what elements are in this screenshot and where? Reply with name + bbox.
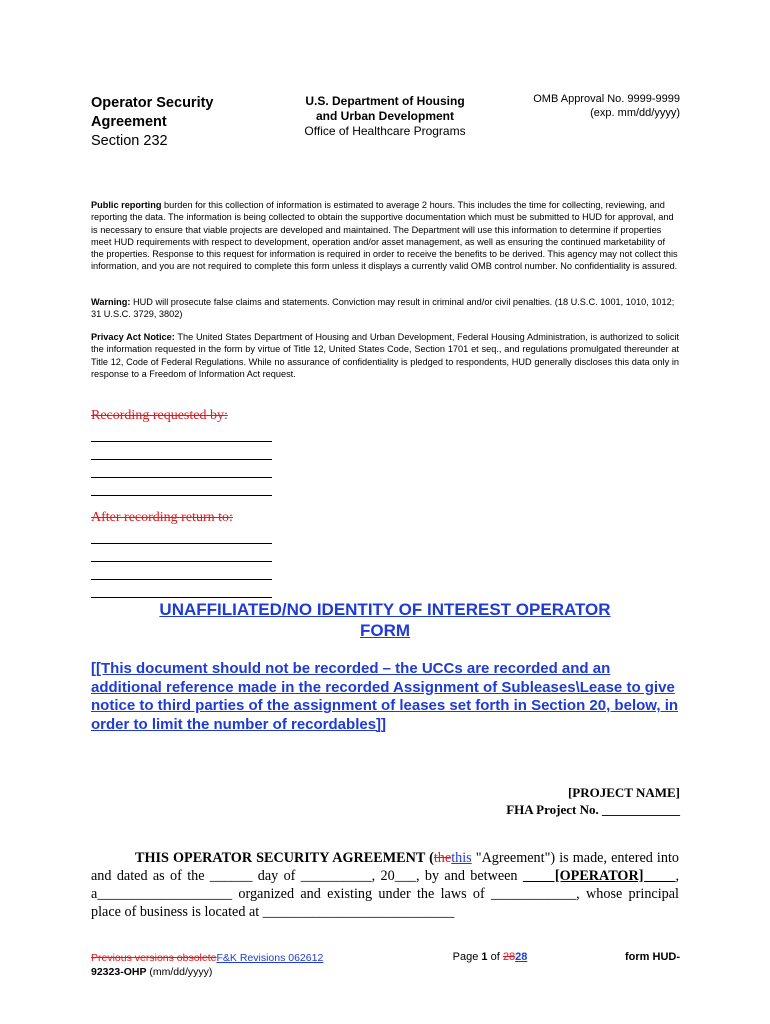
form-title-line1: Operator Security [91,95,214,111]
recording-requested-line [91,459,272,460]
recording-requested-line [91,441,272,442]
recording-return-line [91,561,272,562]
page-number [420,951,560,963]
agreement-part3: , a [91,868,680,902]
form-date: (mm/dd/yyyy) [146,966,213,978]
burden-notice [91,199,679,273]
burden-label: Public reporting [91,200,162,210]
form-number: 92323-OHP [91,966,147,978]
project-name: [PROJECT NAME] [567,785,680,800]
fha-project-no [400,801,680,818]
omb-approval: OMB Approval No. 9999-9999 [533,93,680,105]
agency-line1: U.S. Department of Housing [305,94,465,108]
footer-obsolete: Previous versions obsolete [91,952,217,964]
form-title-line2: Agreement [91,114,167,130]
form-title-block [91,94,281,151]
footer-left [91,951,391,979]
document-title [91,599,679,641]
agreement-part1: THIS OPERATOR SECURITY AGREEMENT ( [135,850,434,866]
recording-requested-label: Recording requested by: [91,408,228,423]
warning-text: HUD will prosecute false claims and statements. Conviction may result in criminal and/or civil penalties. (18 U.S.C. 1001, 1010, 1012; 31 U.S.C. 3729, 3802) [91,297,675,320]
page-current: 1 [481,951,488,963]
footer-revisions: F&K Revisions 062612 [216,952,324,964]
recording-return-label: After recording return to: [91,510,233,525]
recording-requested-line [91,477,272,478]
agreement-part2: "Agreement") is made, entered into and dated as of the ______ day of __________, 20___, by and between [91,850,679,884]
burden-text: burden for this collection of information is estimated to average 2 hours. This includes the time for collecting, reviewing, and reporting the data. The information is being collected to obtain the supportive documentation which must be submitted to HUD for approval, and is necessary to ensure that viable projects are developed and maintained. The Department will use this information to determine if properties meet HUD requirements with respect to development, operation and/or asset management, as well as ensuring the continued marketability of the properties. Response to this request for information is required in order to receive the benefits to be derived. This agency may not collect this information, and you are not required to complete this form unless it displays a currently valid OMB control number. No confidentiality is assured. [91,200,678,272]
document-title-line1: UNAFFILIATED/NO IDENTITY OF INTEREST OPERATOR [159,600,611,619]
recording-requested-line [91,495,272,496]
page-total-new: 28 [515,951,528,963]
omb-expiration: (exp. mm/dd/yyyy) [590,107,680,119]
privacy-notice [91,331,679,380]
agency-line2: and Urban Development [315,109,455,123]
agency-office: Office of Healthcare Programs [304,124,466,138]
agreement-part4: organized and existing under the laws of ____________, whose principal place of business is located at ___________________________ [91,886,679,920]
document-title-line2: FORM [359,621,411,640]
warning-notice [91,296,679,321]
privacy-label: Privacy Act Notice: [91,332,175,342]
agency-block [285,94,485,139]
recording-return-line [91,543,272,544]
agreement-opening [91,849,679,921]
recording-return-line [91,597,272,598]
agreement-inserted: this [451,850,472,866]
privacy-text: The United States Department of Housing and Urban Development, Federal Housing Administration, is authorized to solicit the information requested in the form by virtue of Title 12, United States Code, Section 1701 et seq., and regulations promulgated thereunder at Title 12, Code of Federal Regulations. While no assurance of confidentiality is pledged to respondents, HUD generally discloses this data only in response to a Freedom of Information Act request. [91,332,680,379]
project-block [400,784,680,818]
page-prefix: Page [452,951,482,963]
form-section: Section 232 [91,133,168,149]
recording-note: [[This document should not be recorded – the UCCs are recorded and an additional reference made in the recorded Assignment of Subleases\Lease to give notice to third parties of the assignment of leases set forth in Section 20, below, in order to limit the number of recordables]] [91,660,679,733]
recording-return-line [91,579,272,580]
page-of: of [487,951,503,963]
fha-blank: ____________ [602,802,680,817]
fha-label: FHA Project No. [506,802,602,817]
agreement-deleted: the [433,850,452,866]
footer-form-label: form HUD- [625,951,680,963]
operator-placeholder: [OPERATOR] [522,868,676,884]
warning-label: Warning: [91,297,131,307]
omb-block [480,92,680,120]
agreement-part3-blank: ___________________ [97,886,233,902]
page-total-old: 28 [502,951,516,963]
